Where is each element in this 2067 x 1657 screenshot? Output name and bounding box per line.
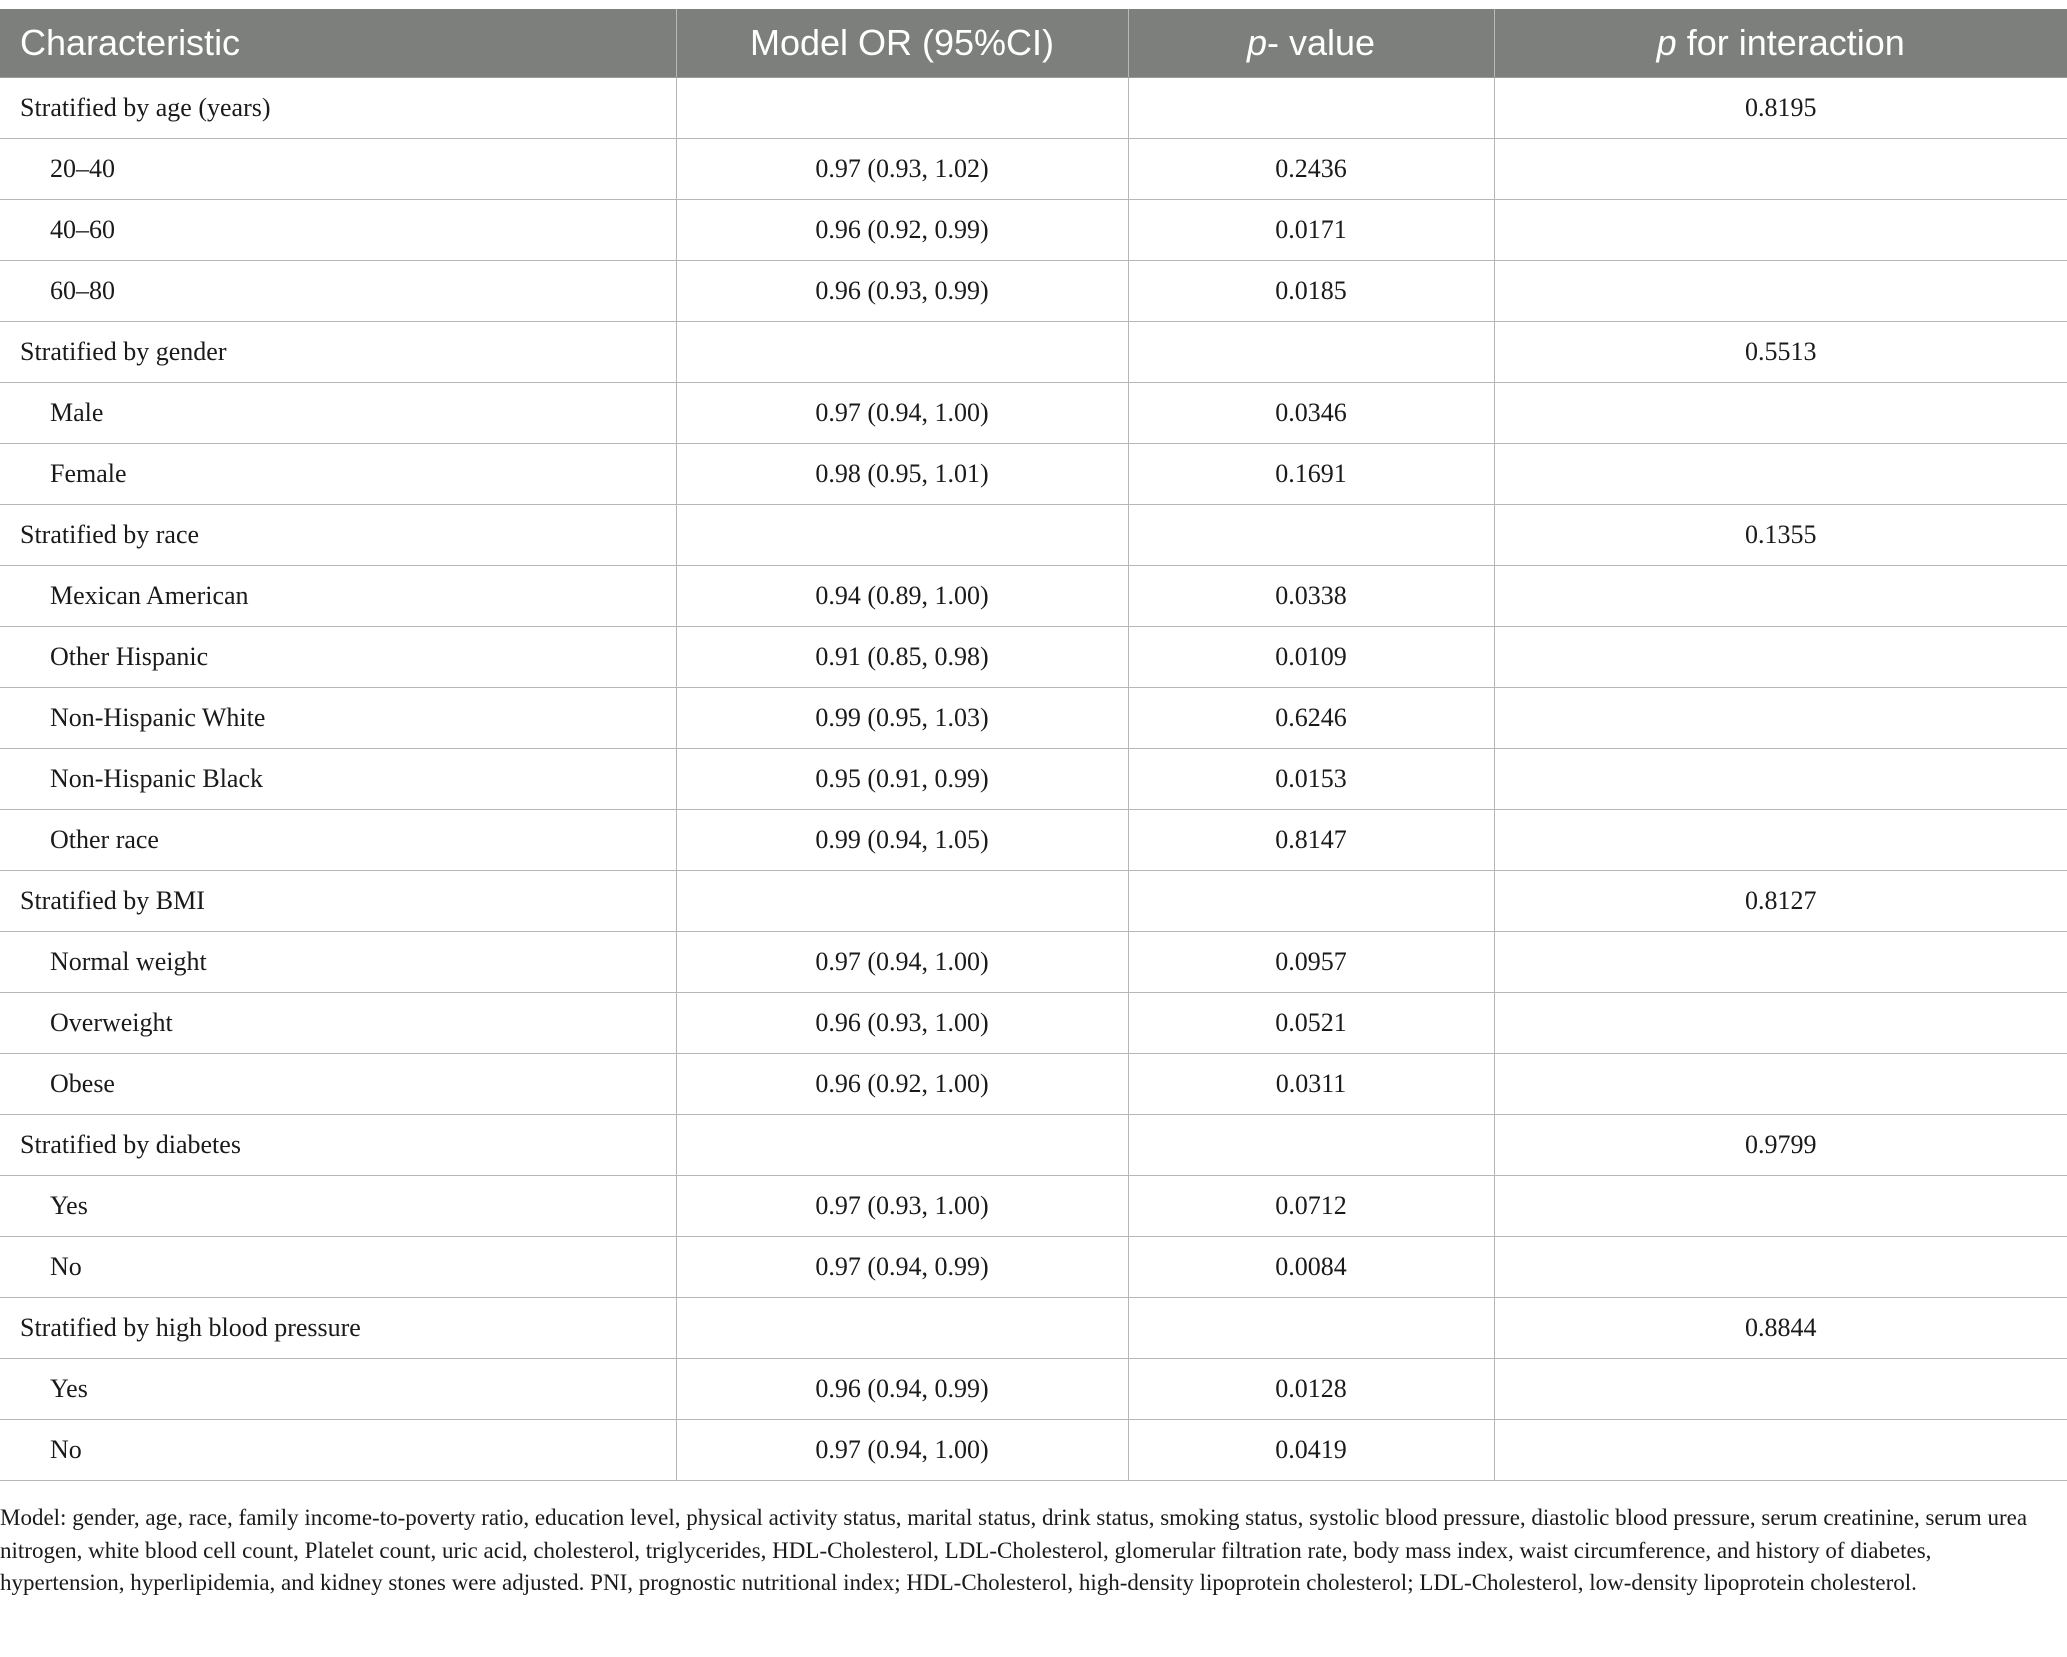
row-p-interaction: 0.8195 [1494,78,2067,139]
table-row [0,200,2067,261]
row-label: Female [0,444,676,505]
row-p-value: 0.6246 [1128,688,1494,749]
table-row [0,749,2067,810]
row-p-value [1128,871,1494,932]
row-p-interaction: 0.8127 [1494,871,2067,932]
row-p-interaction [1494,1420,2067,1481]
row-label: Mexican American [0,566,676,627]
row-p-value: 0.1691 [1128,444,1494,505]
row-or: 0.94 (0.89, 1.00) [676,566,1128,627]
row-p-value: 0.0419 [1128,1420,1494,1481]
row-p-interaction [1494,1054,2067,1115]
header-characteristic: Characteristic [0,9,676,78]
row-p-interaction [1494,932,2067,993]
row-or: 0.99 (0.95, 1.03) [676,688,1128,749]
row-p-value [1128,505,1494,566]
table-row [0,871,2067,932]
row-label: Stratified by age (years) [0,78,676,139]
stratified-analysis-table [0,9,2067,1481]
row-p-interaction [1494,1237,2067,1298]
row-p-interaction [1494,810,2067,871]
row-or: 0.91 (0.85, 0.98) [676,627,1128,688]
row-or: 0.99 (0.94, 1.05) [676,810,1128,871]
row-or: 0.98 (0.95, 1.01) [676,444,1128,505]
table-row [0,383,2067,444]
table-row [0,1420,2067,1481]
table-row [0,688,2067,749]
row-or: 0.97 (0.93, 1.02) [676,139,1128,200]
row-or: 0.96 (0.92, 1.00) [676,1054,1128,1115]
row-p-interaction: 0.5513 [1494,322,2067,383]
row-p-value: 0.8147 [1128,810,1494,871]
row-p-interaction: 0.1355 [1494,505,2067,566]
row-p-value: 0.2436 [1128,139,1494,200]
row-p-value: 0.0521 [1128,993,1494,1054]
row-p-value: 0.0128 [1128,1359,1494,1420]
row-p-interaction [1494,993,2067,1054]
row-label: Normal weight [0,932,676,993]
table-row [0,505,2067,566]
row-label: 20–40 [0,139,676,200]
row-p-value: 0.0346 [1128,383,1494,444]
row-label: No [0,1237,676,1298]
row-or [676,1298,1128,1359]
table-row [0,1237,2067,1298]
row-label: Stratified by BMI [0,871,676,932]
table-footnote: Model: gender, age, race, family income-to-poverty ratio, education level, physical activity status, marital status, drink status, smoking status, systolic blood pressure, diastolic blood pressure, serum creatinine, serum urea nitrogen, white blood cell count, Platelet count, uric acid, cholesterol, triglycerides, HDL-Cholesterol, LDL-Cholesterol, glomerular filtration rate, body mass index, waist circumference, and history of diabetes, hypertension, hyperlipidemia, and kidney stones were adjusted. PNI, prognostic nutritional index; HDL-Cholesterol, high-density lipoprotein cholesterol; LDL-Cholesterol, low-density lipoprotein cholesterol. [0,1505,2028,1595]
row-or: 0.97 (0.94, 0.99) [676,1237,1128,1298]
row-or: 0.97 (0.94, 1.00) [676,383,1128,444]
row-p-interaction [1494,1359,2067,1420]
row-p-value [1128,1115,1494,1176]
row-label: Obese [0,1054,676,1115]
table-row [0,810,2067,871]
row-p-interaction [1494,200,2067,261]
row-or [676,505,1128,566]
table-row [0,444,2067,505]
header-p-value [1128,9,1494,78]
row-label: Yes [0,1359,676,1420]
row-p-interaction: 0.8844 [1494,1298,2067,1359]
row-p-interaction [1494,688,2067,749]
row-p-interaction [1494,1176,2067,1237]
row-label: 40–60 [0,200,676,261]
row-p-value [1128,78,1494,139]
row-or: 0.97 (0.93, 1.00) [676,1176,1128,1237]
row-label: Stratified by race [0,505,676,566]
row-p-value: 0.0153 [1128,749,1494,810]
row-p-value: 0.0084 [1128,1237,1494,1298]
table-header-row [0,9,2067,78]
row-p-value: 0.0171 [1128,200,1494,261]
row-p-interaction [1494,383,2067,444]
row-p-value [1128,1298,1494,1359]
table-row [0,261,2067,322]
row-p-value: 0.0338 [1128,566,1494,627]
table-row [0,1115,2067,1176]
row-or: 0.97 (0.94, 1.00) [676,932,1128,993]
row-p-value: 0.0712 [1128,1176,1494,1237]
row-or: 0.97 (0.94, 1.00) [676,1420,1128,1481]
row-or: 0.96 (0.93, 0.99) [676,261,1128,322]
header-model-or: Model OR (95%CI) [676,9,1128,78]
table-row [0,78,2067,139]
table-row [0,932,2067,993]
row-or: 0.95 (0.91, 0.99) [676,749,1128,810]
row-or [676,871,1128,932]
row-label: Stratified by gender [0,322,676,383]
header-p-interaction-rest: for interaction [1676,22,1905,63]
row-or: 0.96 (0.94, 0.99) [676,1359,1128,1420]
row-or: 0.96 (0.92, 0.99) [676,200,1128,261]
row-p-value [1128,322,1494,383]
row-p-value: 0.0109 [1128,627,1494,688]
row-label: Stratified by high blood pressure [0,1298,676,1359]
results-table-container [0,9,2067,1481]
row-or: 0.96 (0.93, 1.00) [676,993,1128,1054]
row-or [676,1115,1128,1176]
table-row [0,993,2067,1054]
row-label: Non-Hispanic Black [0,749,676,810]
row-p-interaction [1494,444,2067,505]
table-row [0,566,2067,627]
row-or [676,322,1128,383]
row-p-interaction [1494,139,2067,200]
row-p-value: 0.0957 [1128,932,1494,993]
row-p-interaction [1494,566,2067,627]
row-label: Overweight [0,993,676,1054]
header-p-interaction-italic: p [1656,22,1677,63]
row-label: Non-Hispanic White [0,688,676,749]
row-p-value: 0.0185 [1128,261,1494,322]
table-row [0,627,2067,688]
row-label: Stratified by diabetes [0,1115,676,1176]
row-p-value: 0.0311 [1128,1054,1494,1115]
row-label: Other Hispanic [0,627,676,688]
table-row [0,322,2067,383]
row-label: 60–80 [0,261,676,322]
table-row [0,1359,2067,1420]
row-label: Yes [0,1176,676,1237]
table-row [0,1054,2067,1115]
table-row [0,1298,2067,1359]
row-or [676,78,1128,139]
table-row [0,1176,2067,1237]
row-p-interaction [1494,261,2067,322]
row-p-interaction: 0.9799 [1494,1115,2067,1176]
row-p-interaction [1494,627,2067,688]
header-p-value-rest: - value [1266,22,1376,63]
table-row [0,139,2067,200]
header-p-value-italic: p [1246,22,1267,63]
row-label: No [0,1420,676,1481]
header-p-interaction [1494,9,2067,78]
row-p-interaction [1494,749,2067,810]
row-label: Other race [0,810,676,871]
row-label: Male [0,383,676,444]
